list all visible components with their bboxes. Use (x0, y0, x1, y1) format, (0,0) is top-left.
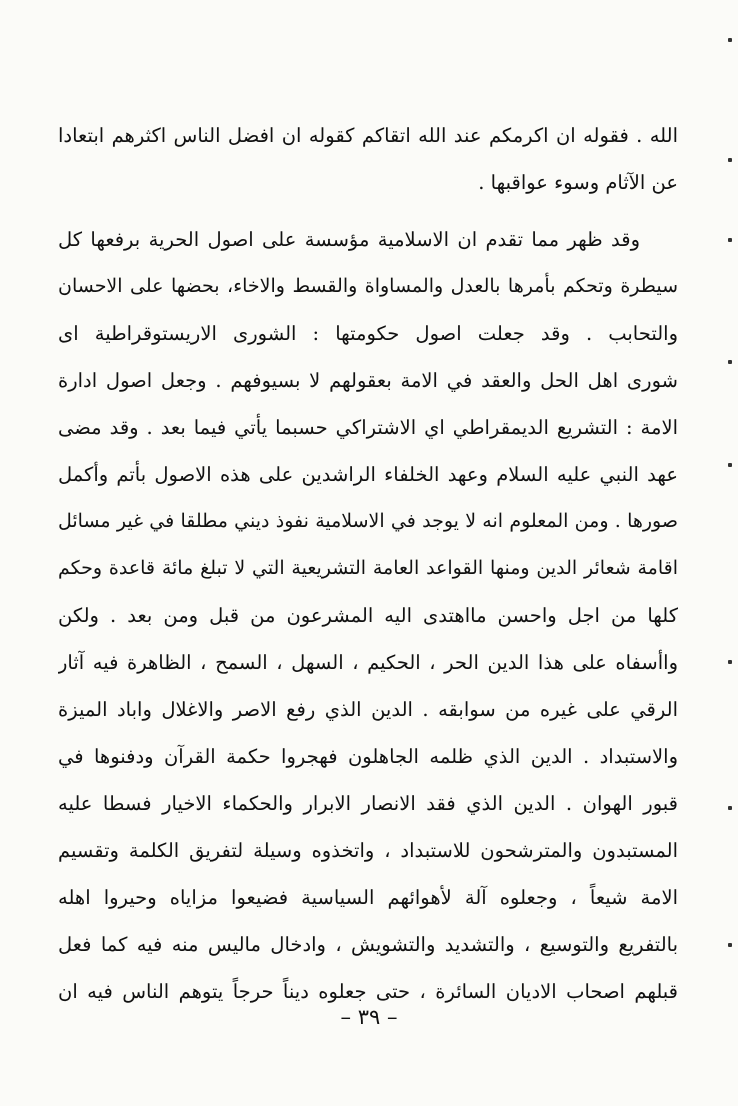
text-line: الرقي على غيره من سوابقه . الدين الذي رفع الاصر والاغلال واباد الميزة (58, 698, 678, 721)
margin-mark (728, 238, 732, 242)
margin-mark (728, 943, 732, 947)
text-line: سيطرة وتحكم بأمرها بالعدل والمساواة والقسط والاخاء، بحضها على الاحسان (58, 275, 678, 297)
text-line: الامة شيعاً ، وجعلوه آلة لأهوائهم السياسية فضيعوا مزاياه وحيروا اهله (58, 886, 678, 909)
text-line: المستبدون والمترشحون للاستبداد ، واتخذوه وسيلة لتفريق الكلمة وتقسيم (58, 839, 678, 862)
text-line: واأسفاه على هذا الدين الحر ، الحكيم ، السهل ، السمح ، الظاهرة فيه آثار (58, 651, 678, 674)
margin-mark (728, 660, 732, 664)
text-line: الله . فقوله ان اكرمكم عند الله اتقاكم كقوله ان افضل الناس اكثرهم ابتعادا (58, 124, 678, 147)
paragraph-2 (58, 216, 678, 1015)
text-line: اقامة شعائر الدين ومنها القواعد العامة التشريعية التي لا تبلغ مائة قاعدة وحكم (58, 557, 678, 579)
text-line: شورى اهل الحل والعقد في الامة بعقولهم لا بسيوفهم . وجعل اصول ادارة (58, 369, 678, 392)
paragraph-1 (58, 112, 678, 206)
text-line: عهد النبي عليه السلام وعهد الخلفاء الراشدين على هذه الاصول بأتم وأكمل (58, 463, 678, 486)
margin-mark (728, 158, 732, 162)
text-line: كلها من اجل واحسن مااهتدى اليه المشرعون من قبل ومن بعد . ولكن (58, 604, 678, 627)
margin-mark (728, 806, 732, 810)
text-line: والتحابب . وقد جعلت اصول حكومتها : الشورى الاريستوقراطية اى (58, 322, 678, 345)
page-number: – ٣٩ – (340, 1005, 398, 1029)
margin-mark (728, 463, 732, 467)
text-line: الامة : التشريع الديمقراطي اي الاشتراكي حسبما يأتي فيما بعد . وقد مضى (58, 416, 678, 439)
text-line: بالتفريع والتوسيع ، والتشديد والتشويش ، وادخال ماليس منه فيه كما فعل (58, 933, 678, 956)
text-line: صورها . ومن المعلوم انه لا يوجد في الاسلامية نفوذ ديني مطلقا في غير مسائل (58, 510, 678, 532)
page-text (58, 112, 678, 1015)
text-line: قبور الهوان . الدين الذي فقد الانصار الابرار والحكماء الاخيار فسطا عليه (58, 792, 678, 815)
text-line: والاستبداد . الدين الذي ظلمه الجاهلون فهجروا حكمة القرآن ودفنوها في (58, 745, 678, 768)
text-line: قبلهم اصحاب الاديان السائرة ، حتى جعلوه ديناً حرجاً يتوهم الناس فيه ان (58, 980, 678, 1003)
margin-mark (728, 38, 732, 42)
text-line: وقد ظهر مما تقدم ان الاسلامية مؤسسة على اصول الحرية برفعها كل (58, 228, 640, 251)
margin-mark (728, 360, 732, 364)
text-line: عن الآثام وسوء عواقبها . (478, 171, 678, 194)
